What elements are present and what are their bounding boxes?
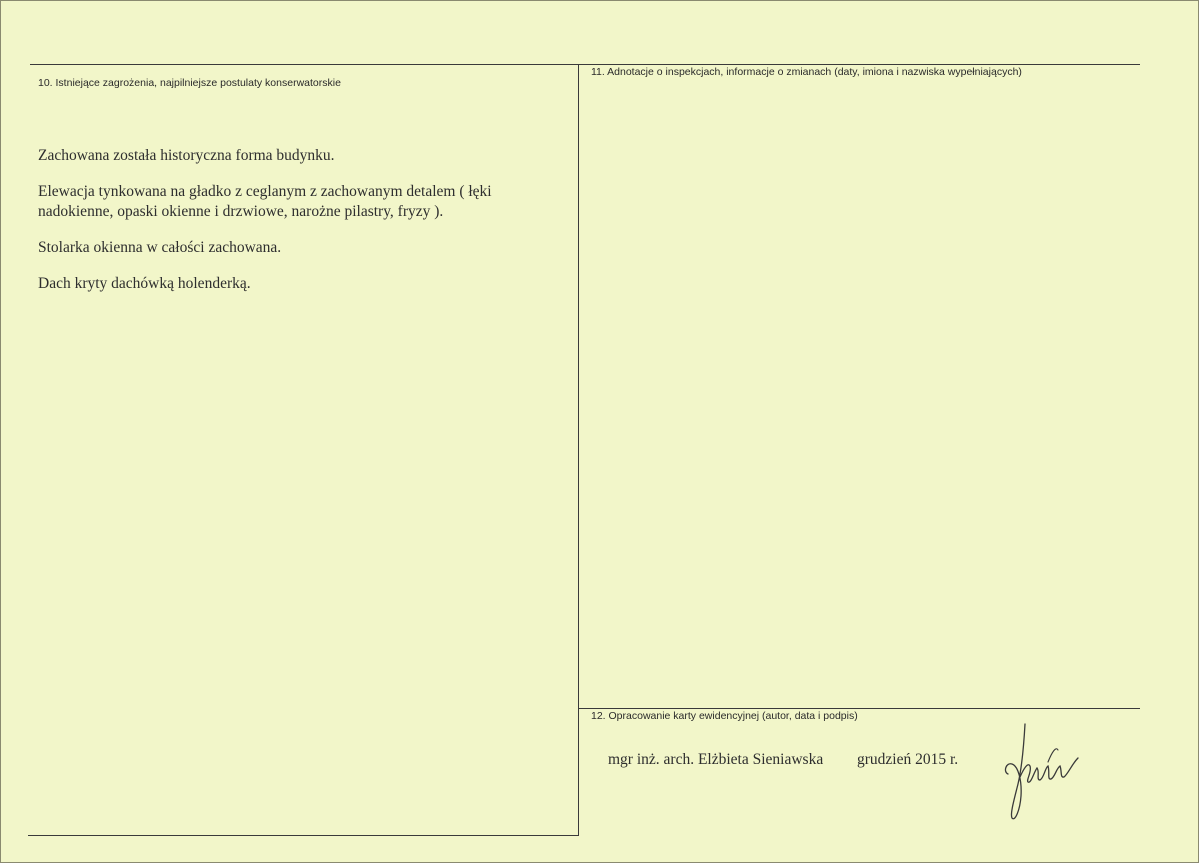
- bottom-rule: [28, 835, 579, 836]
- handwritten-signature: [1000, 722, 1100, 827]
- column-divider: [578, 64, 579, 836]
- section12-top-rule: [578, 708, 1140, 709]
- section10-text: [38, 146, 558, 294]
- section12-label: 12. Opracowanie karty ewidencyjnej (autor, data i podpis): [591, 710, 858, 722]
- section11-label: 11. Adnotacje o inspekcjach, informacje o zmianach (daty, imiona i nazwiska wypełniających): [591, 66, 1022, 78]
- paragraph-elevation: Elewacja tynkowana na gładko z ceglanym z zachowanym detalem ( łęki nadokienne, opaski okienne i drzwiowe, narożne pilastry, fryzy ).: [38, 183, 492, 220]
- paragraph-form: Zachowana została historyczna forma budynku.: [38, 147, 335, 164]
- paragraph-roof: Dach kryty dachówką holenderką.: [38, 275, 251, 292]
- author-name: mgr inż. arch. Elżbieta Sieniawska: [608, 751, 824, 768]
- top-rule: [30, 64, 1140, 65]
- section10-label: 10. Istniejące zagrożenia, najpilniejsze postulaty konserwatorskie: [38, 77, 341, 89]
- date-text: grudzień 2015 r.: [857, 751, 959, 768]
- paragraph-windows: Stolarka okienna w całości zachowana.: [38, 239, 282, 256]
